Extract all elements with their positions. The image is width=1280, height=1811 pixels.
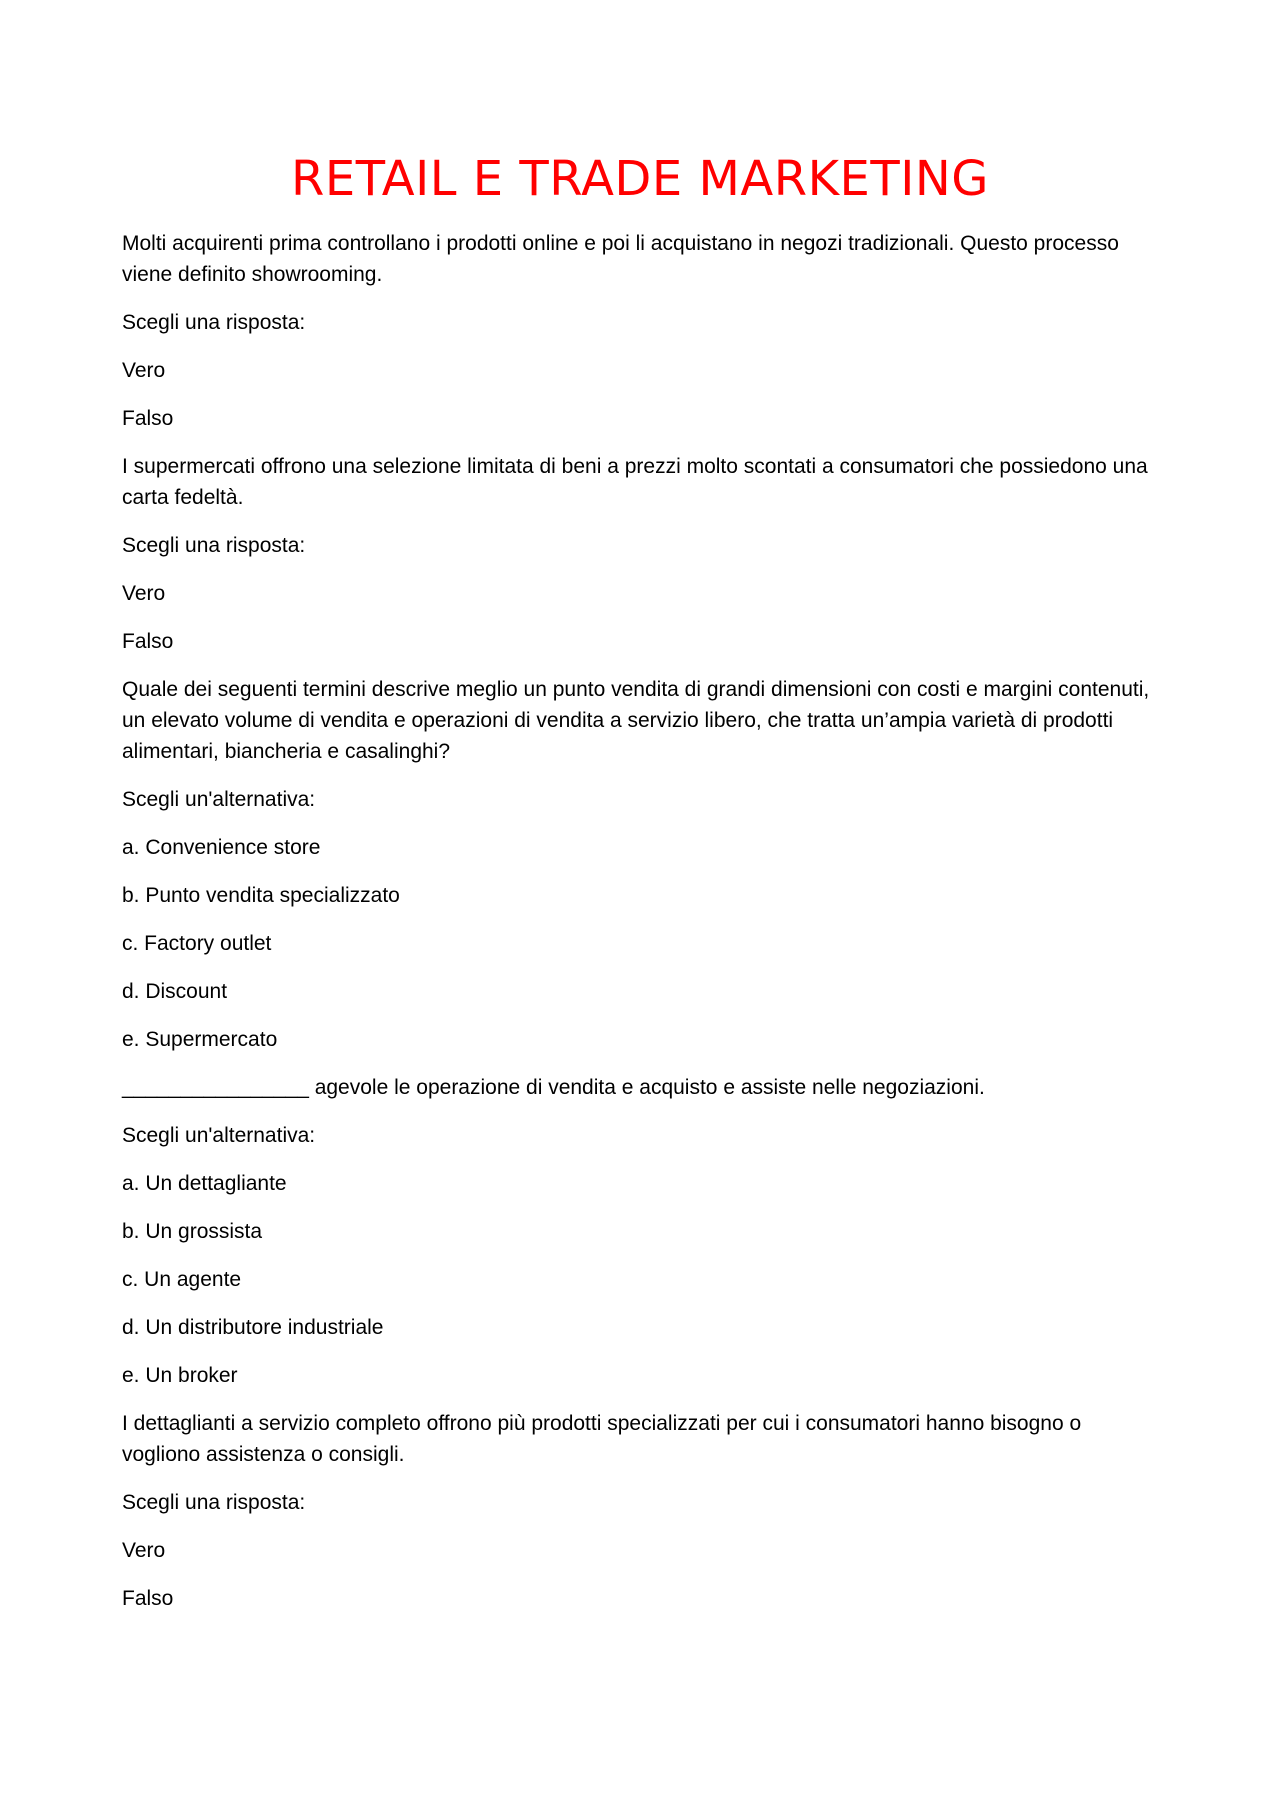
document-body xyxy=(122,228,1162,1631)
answer-option: Falso xyxy=(122,630,174,653)
answer-prompt: Scegli una risposta: xyxy=(122,1491,306,1514)
question-text: I dettaglianti a servizio completo offrono più prodotti specializzati per cui i consumatori hanno bisogno o vogliono assistenza o consigli. xyxy=(122,1412,1082,1466)
question-text: I supermercati offrono una selezione limitata di beni a prezzi molto scontati a consumatori che possiedono una carta fedeltà. xyxy=(122,455,1148,509)
answer-prompt: Scegli un'alternativa: xyxy=(122,1124,316,1147)
answer-option: c. Un agente xyxy=(122,1268,242,1291)
answer-prompt: Scegli una risposta: xyxy=(122,311,306,334)
answer-option: d. Un distributore industriale xyxy=(122,1316,384,1339)
answer-option: c. Factory outlet xyxy=(122,932,272,955)
answer-prompt: Scegli un'alternativa: xyxy=(122,788,316,811)
answer-option: a. Convenience store xyxy=(122,836,321,859)
question-text: Quale dei seguenti termini descrive meglio un punto vendita di grandi dimensioni con costi e margini contenuti, un elevato volume di vendita e operazioni di vendita a servizio libero, che tratta un’ampia varietà di prodotti alimentari, biancheria e casalinghi? xyxy=(122,678,1150,763)
answer-option: a. Un dettagliante xyxy=(122,1172,287,1195)
answer-option: Vero xyxy=(122,582,166,605)
answer-option: b. Un grossista xyxy=(122,1220,263,1243)
answer-option: d. Discount xyxy=(122,980,228,1003)
question-text: ________________ agevole le operazione di vendita e acquisto e assiste nelle negoziazioni. xyxy=(122,1076,985,1099)
question-text: Molti acquirenti prima controllano i prodotti online e poi li acquistano in negozi tradizionali. Questo processo viene definito showrooming. xyxy=(122,232,1119,286)
page-title: RETAIL E TRADE MARKETING xyxy=(291,151,989,207)
answer-option: Falso xyxy=(122,1587,174,1610)
answer-option: b. Punto vendita specializzato xyxy=(122,884,400,907)
answer-option: Vero xyxy=(122,1539,166,1562)
answer-prompt: Scegli una risposta: xyxy=(122,534,306,557)
answer-option: Falso xyxy=(122,407,174,430)
answer-option: e. Un broker xyxy=(122,1364,238,1387)
answer-option: e. Supermercato xyxy=(122,1028,278,1051)
answer-option: Vero xyxy=(122,359,166,382)
